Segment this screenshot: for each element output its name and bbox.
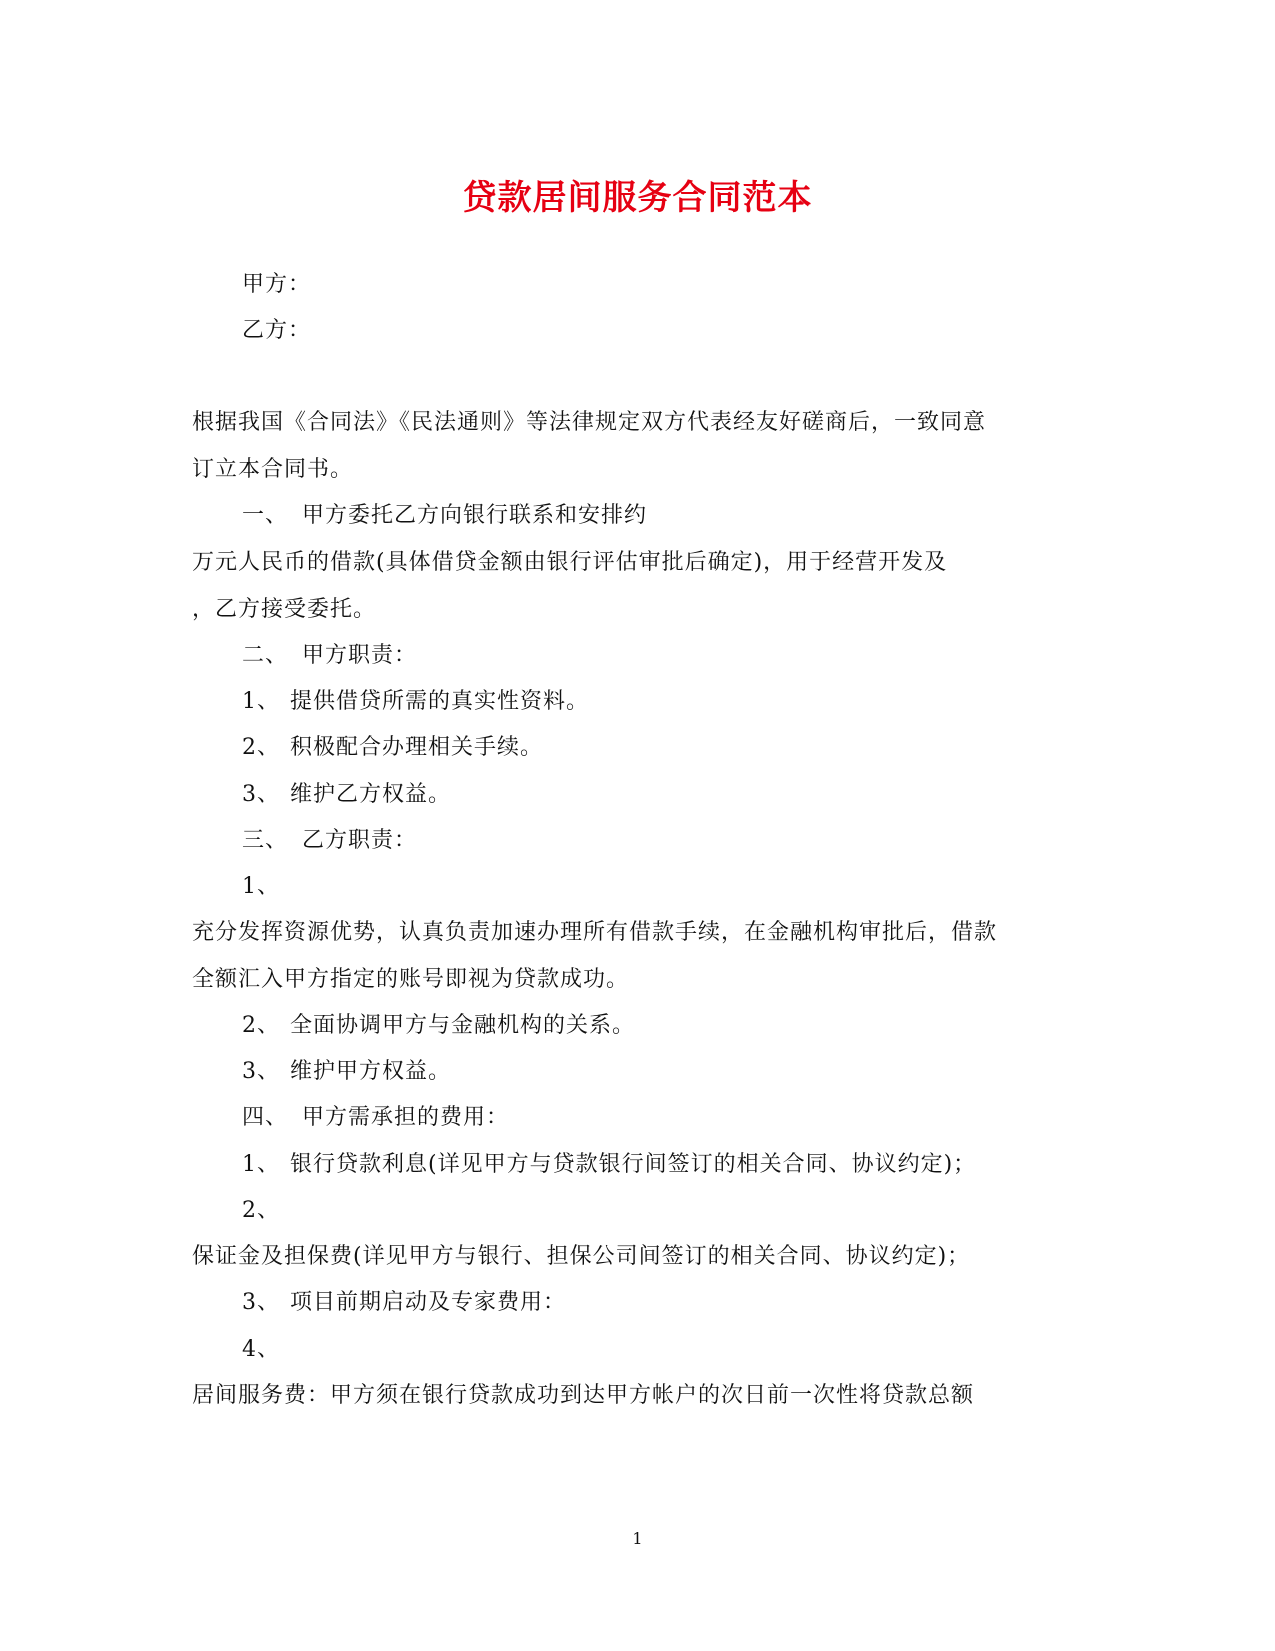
section-3-item-1-line-2: 全额汇入甲方指定的账号即视为贷款成功。 (192, 967, 630, 992)
section-2-text: 甲方职责： (302, 643, 418, 668)
section-4-text: 甲方需承担的费用： (302, 1105, 510, 1130)
section-3-heading (242, 826, 417, 856)
section-1-text: 甲方委托乙方向银行联系和安排约 (302, 503, 648, 528)
party-b-label: 乙方： (242, 318, 312, 343)
section-2-item-2-number: 2、 (242, 735, 280, 760)
section-2-item-1 (242, 687, 589, 717)
section-4-item-3-number: 3、 (242, 1290, 280, 1315)
section-2-number: 二、 (242, 643, 289, 668)
section-4-item-3-text: 项目前期启动及专家费用： (290, 1290, 567, 1315)
section-3-item-2-number: 2、 (242, 1013, 280, 1038)
section-2-item-1-text: 提供借贷所需的真实性资料。 (290, 689, 590, 714)
section-2-item-2 (242, 733, 543, 763)
document-title: 贷款居间服务合同范本 (462, 178, 813, 218)
section-1-heading (242, 501, 647, 531)
intro-paragraph-line-1: 根据我国《合同法》《民法通则》等法律规定双方代表经友好磋商后，一致同意 (192, 410, 987, 435)
section-4-heading (242, 1103, 509, 1133)
section-3-item-2-text: 全面协调甲方与金融机构的关系。 (290, 1013, 636, 1038)
section-2-item-1-number: 1、 (242, 689, 280, 714)
section-1-line-3: ，乙方接受委托。 (192, 597, 377, 622)
party-a-label: 甲方： (242, 272, 312, 297)
section-2-item-3 (242, 780, 451, 810)
section-4-item-1 (242, 1150, 976, 1180)
intro-paragraph-line-2: 订立本合同书。 (192, 457, 354, 482)
section-3-text: 乙方职责： (302, 828, 418, 853)
section-2-item-3-text: 维护乙方权益。 (290, 782, 452, 807)
section-4-item-1-number: 1、 (242, 1152, 280, 1177)
section-2-item-3-number: 3、 (242, 782, 280, 807)
section-4-number: 四、 (242, 1105, 289, 1130)
section-3-number: 三、 (242, 828, 289, 853)
section-1-line-2: 万元人民币的借款(具体借贷金额由银行评估审批后确定)，用于经营开发及 (192, 550, 948, 575)
section-2-item-2-text: 积极配合办理相关手续。 (290, 735, 544, 760)
section-3-item-3 (242, 1057, 451, 1087)
section-3-item-1-line-1: 充分发挥资源优势，认真负责加速办理所有借款手续，在金融机构审批后，借款 (192, 920, 998, 945)
section-4-item-3 (242, 1288, 566, 1318)
page-number: 1 (632, 1529, 643, 1548)
section-4-item-2-number: 2、 (242, 1198, 280, 1223)
section-4-item-2-line-1: 保证金及担保费(详见甲方与银行、担保公司间签订的相关合同、协议约定)； (192, 1244, 971, 1269)
section-3-item-2 (242, 1011, 635, 1041)
section-4-item-4-number: 4、 (242, 1337, 280, 1362)
section-3-item-1-number: 1、 (242, 874, 280, 899)
section-3-item-3-text: 维护甲方权益。 (290, 1059, 452, 1084)
section-4-item-1-text: 银行贷款利息(详见甲方与贷款银行间签订的相关合同、协议约定)； (290, 1152, 977, 1177)
section-3-item-3-number: 3、 (242, 1059, 280, 1084)
section-4-item-4-line-1: 居间服务费：甲方须在银行贷款成功到达甲方帐户的次日前一次性将贷款总额 (192, 1383, 975, 1408)
section-2-heading (242, 641, 417, 671)
section-1-number: 一、 (242, 503, 289, 528)
